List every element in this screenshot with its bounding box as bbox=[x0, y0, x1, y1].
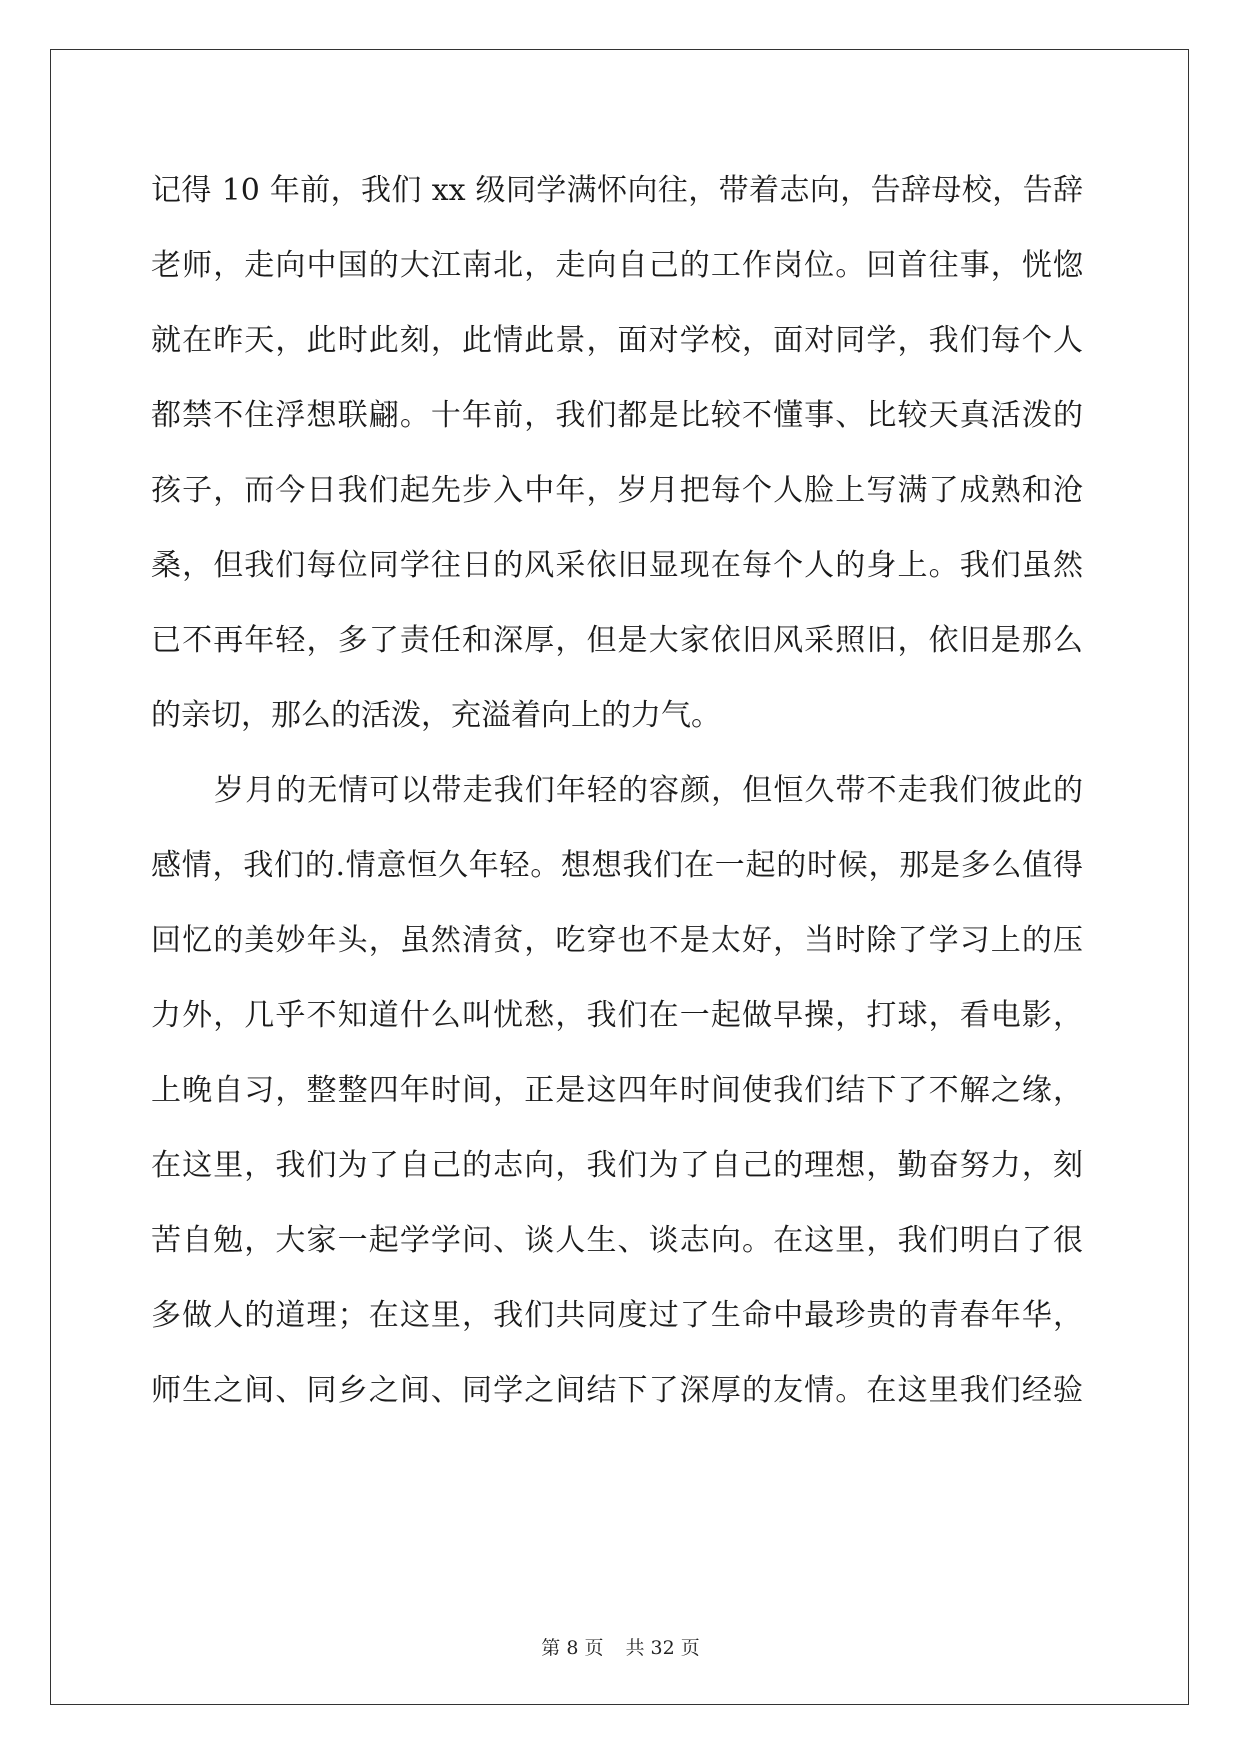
text-line-12: 力外，几乎不知道什么叫忧愁，我们在一起做早操，打球，看电影， bbox=[151, 998, 1083, 1033]
text-line-14: 在这里，我们为了自己的志向，我们为了自己的理想，勤奋努力，刻 bbox=[151, 1148, 1083, 1183]
text-line-3: 就在昨天，此时此刻，此情此景，面对学校，面对同学，我们每个人 bbox=[151, 323, 1083, 358]
text-line-11: 回忆的美妙年头，虽然清贫，吃穿也不是太好，当时除了学习上的压 bbox=[151, 923, 1083, 958]
text-line-6: 桑，但我们每位同学往日的风采依旧显现在每个人的身上。我们虽然 bbox=[151, 548, 1083, 583]
text-line-5: 孩子，而今日我们起先步入中年，岁月把每个人脸上写满了成熟和沧 bbox=[151, 473, 1083, 508]
page-number: 第 8 页 bbox=[541, 1637, 604, 1659]
text-line-4: 都禁不住浮想联翩。十年前，我们都是比较不懂事、比较天真活泼的 bbox=[151, 398, 1083, 433]
text-line-8: 的亲切，那么的活泼，充溢着向上的力气。 bbox=[151, 698, 721, 733]
text-line-16: 多做人的道理；在这里，我们共同度过了生命中最珍贵的青春年华， bbox=[151, 1298, 1083, 1333]
text-line-9: 岁月的无情可以带走我们年轻的容颜，但恒久带不走我们彼此的 bbox=[214, 773, 1083, 808]
text-line-13: 上晚自习，整整四年时间，正是这四年时间使我们结下了不解之缘， bbox=[151, 1073, 1083, 1108]
text-line-1: 记得 10 年前，我们 xx 级同学满怀向往，带着志向，告辞母校，告辞 bbox=[151, 173, 1083, 208]
page-total: 共 32 页 bbox=[625, 1637, 700, 1659]
text-line-10: 感情，我们的.情意恒久年轻。想想我们在一起的时候，那是多么值得 bbox=[151, 848, 1083, 883]
page-footer bbox=[0, 1636, 1241, 1660]
text-line-17: 师生之间、同乡之间、同学之间结下了深厚的友情。在这里我们经验 bbox=[151, 1373, 1083, 1408]
text-line-15: 苦自勉，大家一起学学问、谈人生、谈志向。在这里，我们明白了很 bbox=[151, 1223, 1083, 1258]
text-line-2: 老师，走向中国的大江南北，走向自己的工作岗位。回首往事，恍惚 bbox=[151, 248, 1083, 283]
text-line-7: 已不再年轻，多了责任和深厚，但是大家依旧风采照旧，依旧是那么 bbox=[151, 623, 1083, 658]
